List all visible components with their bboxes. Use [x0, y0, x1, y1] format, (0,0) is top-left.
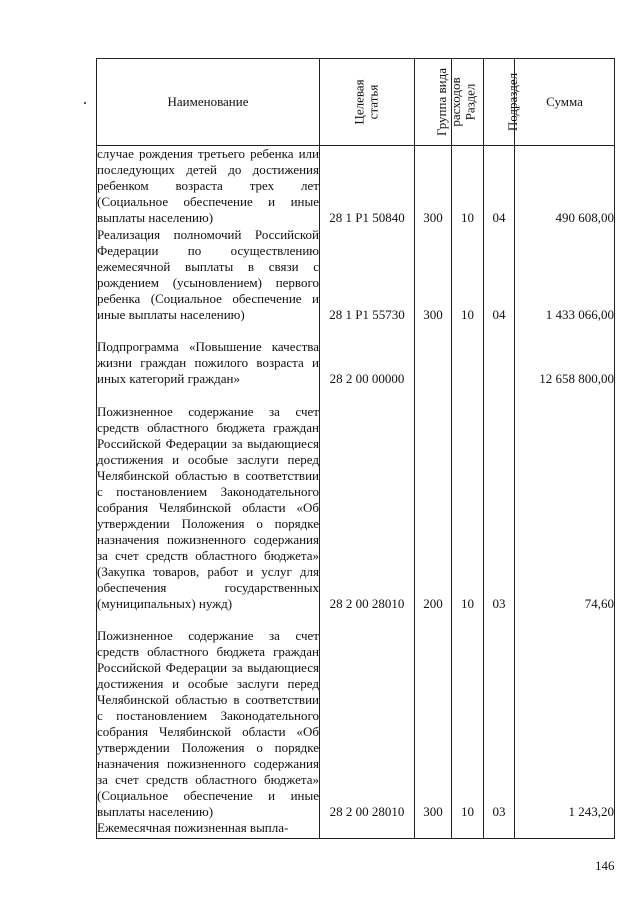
- row-sum: [515, 820, 615, 838]
- page-number: 146: [595, 858, 615, 873]
- budget-table: [96, 58, 615, 839]
- row-sum: 12 658 800,00: [515, 323, 615, 387]
- row-article: 28 1 P1 55730: [320, 226, 415, 323]
- header-name: Наименование: [97, 59, 320, 146]
- row-name: случае рождения третьего ребенка или последующих детей до достижения ребенком возраста трех лет (Социальное обеспечение и иные выплаты населению): [97, 146, 319, 225]
- table-row: [97, 146, 615, 227]
- row-name: Пожизненное содержание за счет средств областного бюджета граждан Российской Федерации за выдающиеся достижения и особые заслуги перед Челябинской областью в соответствии с постановлением Законодательного собрания Челябинской области «Об утверждении Положения о порядке назначения пожизненного содержания за счет средств областного бюджета» (Закупка товаров, работ и услуг для обеспечения государственных (муниципальных) нужд): [97, 387, 320, 612]
- table-row: [97, 820, 615, 838]
- scan-speck: [84, 102, 86, 104]
- row-name: Пожизненное содержание за счет средств областного бюджета граждан Российской Федерации за выдающиеся достижения и особые заслуги перед Челябинской областью в соответствии с постановлением Законодательного собрания Челябинской области «Об утверждении Положения о порядке назначения пожизненного содержания за счет средств областного бюджета» (Социальное обеспечение и иные выплаты населению): [97, 612, 320, 820]
- row-subsection: [484, 820, 515, 838]
- row-group: 200: [415, 387, 452, 612]
- table-row: [97, 226, 615, 323]
- header-sum: Сумма: [515, 59, 615, 146]
- row-section: [452, 323, 484, 387]
- row-name: Реализация полномочий Российской Федерации по осуществлению ежемесячной выплаты в связи с рождением (усыновлением) первого ребенка (Социальное обеспечение и иные выплаты населению): [97, 227, 319, 322]
- row-group: 300: [415, 226, 452, 323]
- header-section: Раздел: [452, 59, 484, 146]
- row-article: 28 2 00 28010: [320, 612, 415, 820]
- row-article: 28 2 00 00000: [320, 323, 415, 387]
- row-article: [320, 820, 415, 838]
- row-subsection: 03: [484, 387, 515, 612]
- row-sum: 490 608,00: [515, 146, 615, 227]
- row-name: Ежемесячная пожизненная выпла-: [97, 820, 320, 838]
- row-subsection: 04: [484, 226, 515, 323]
- row-subsection: 03: [484, 612, 515, 820]
- table-row: [97, 612, 615, 820]
- row-group: 300: [415, 146, 452, 227]
- table-row: [97, 323, 615, 387]
- row-subsection: 04: [484, 146, 515, 227]
- row-section: 10: [452, 226, 484, 323]
- row-article: 28 1 P1 50840: [320, 146, 415, 227]
- row-sum: 74,60: [515, 387, 615, 612]
- row-sum: 1 433 066,00: [515, 226, 615, 323]
- row-article: 28 2 00 28010: [320, 387, 415, 612]
- row-section: 10: [452, 612, 484, 820]
- header-target-article: Целевая статья: [320, 59, 415, 146]
- row-section: 10: [452, 146, 484, 227]
- row-subsection: [484, 323, 515, 387]
- row-section: [452, 820, 484, 838]
- row-group: [415, 323, 452, 387]
- table-header-row: [97, 59, 615, 146]
- row-name: Подпрограмма «Повышение качества жизни граждан пожилого возраста и иных категорий граждан»: [97, 323, 320, 387]
- header-subsection: Подраздел: [484, 59, 515, 146]
- row-section: 10: [452, 387, 484, 612]
- row-group: [415, 820, 452, 838]
- header-expense-group: Группа вида расходов: [415, 59, 452, 146]
- row-group: 300: [415, 612, 452, 820]
- row-sum: 1 243,20: [515, 612, 615, 820]
- table-row: [97, 387, 615, 612]
